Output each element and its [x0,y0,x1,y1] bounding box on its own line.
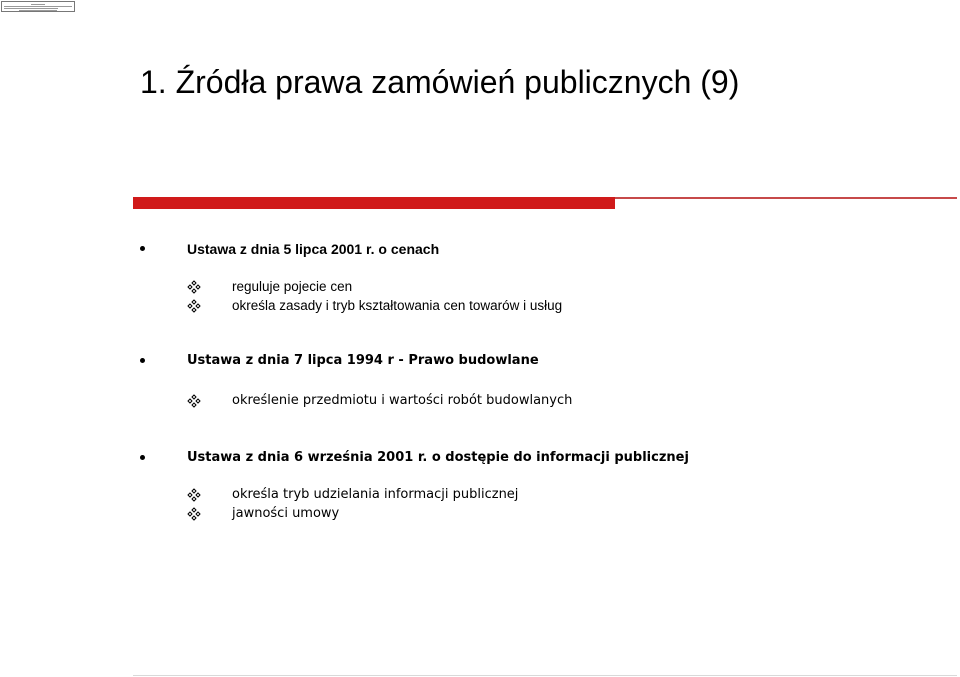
section-2-heading: Ustawa z dnia 7 lipca 1994 r - Prawo budowlane [187,353,539,368]
bullet-dot-icon [140,246,145,251]
diamond-cluster-icon [187,280,201,294]
section-1-item-2: określa zasady i tryb kształtowania cen towarów i usług [232,298,563,313]
diamond-cluster-icon [187,507,201,521]
diamond-cluster-icon [187,299,201,313]
section-3-heading: Ustawa z dnia 6 września 2001 r. o dostępie do informacji publicznej [187,450,689,465]
corner-stamp [1,1,75,12]
bullet-dot-icon [140,455,145,460]
diamond-cluster-icon [187,488,201,502]
accent-thin-line [615,197,957,199]
bottom-divider [133,675,957,676]
section-3-item-1: określa tryb udzielania informacji publicznej [232,487,519,502]
bullet-dot-icon [140,358,145,363]
section-1-heading: Ustawa z dnia 5 lipca 2001 r. o cenach [187,241,440,257]
diamond-cluster-icon [187,394,201,408]
slide-title: 1. Źródła prawa zamówień publicznych (9) [140,64,740,100]
section-1-item-1: reguluje pojecie cen [232,279,353,294]
section-3-item-2: jawności umowy [232,506,340,521]
accent-bar [133,197,615,209]
section-2-item-1: określenie przedmiotu i wartości robót budowlanych [232,393,573,408]
